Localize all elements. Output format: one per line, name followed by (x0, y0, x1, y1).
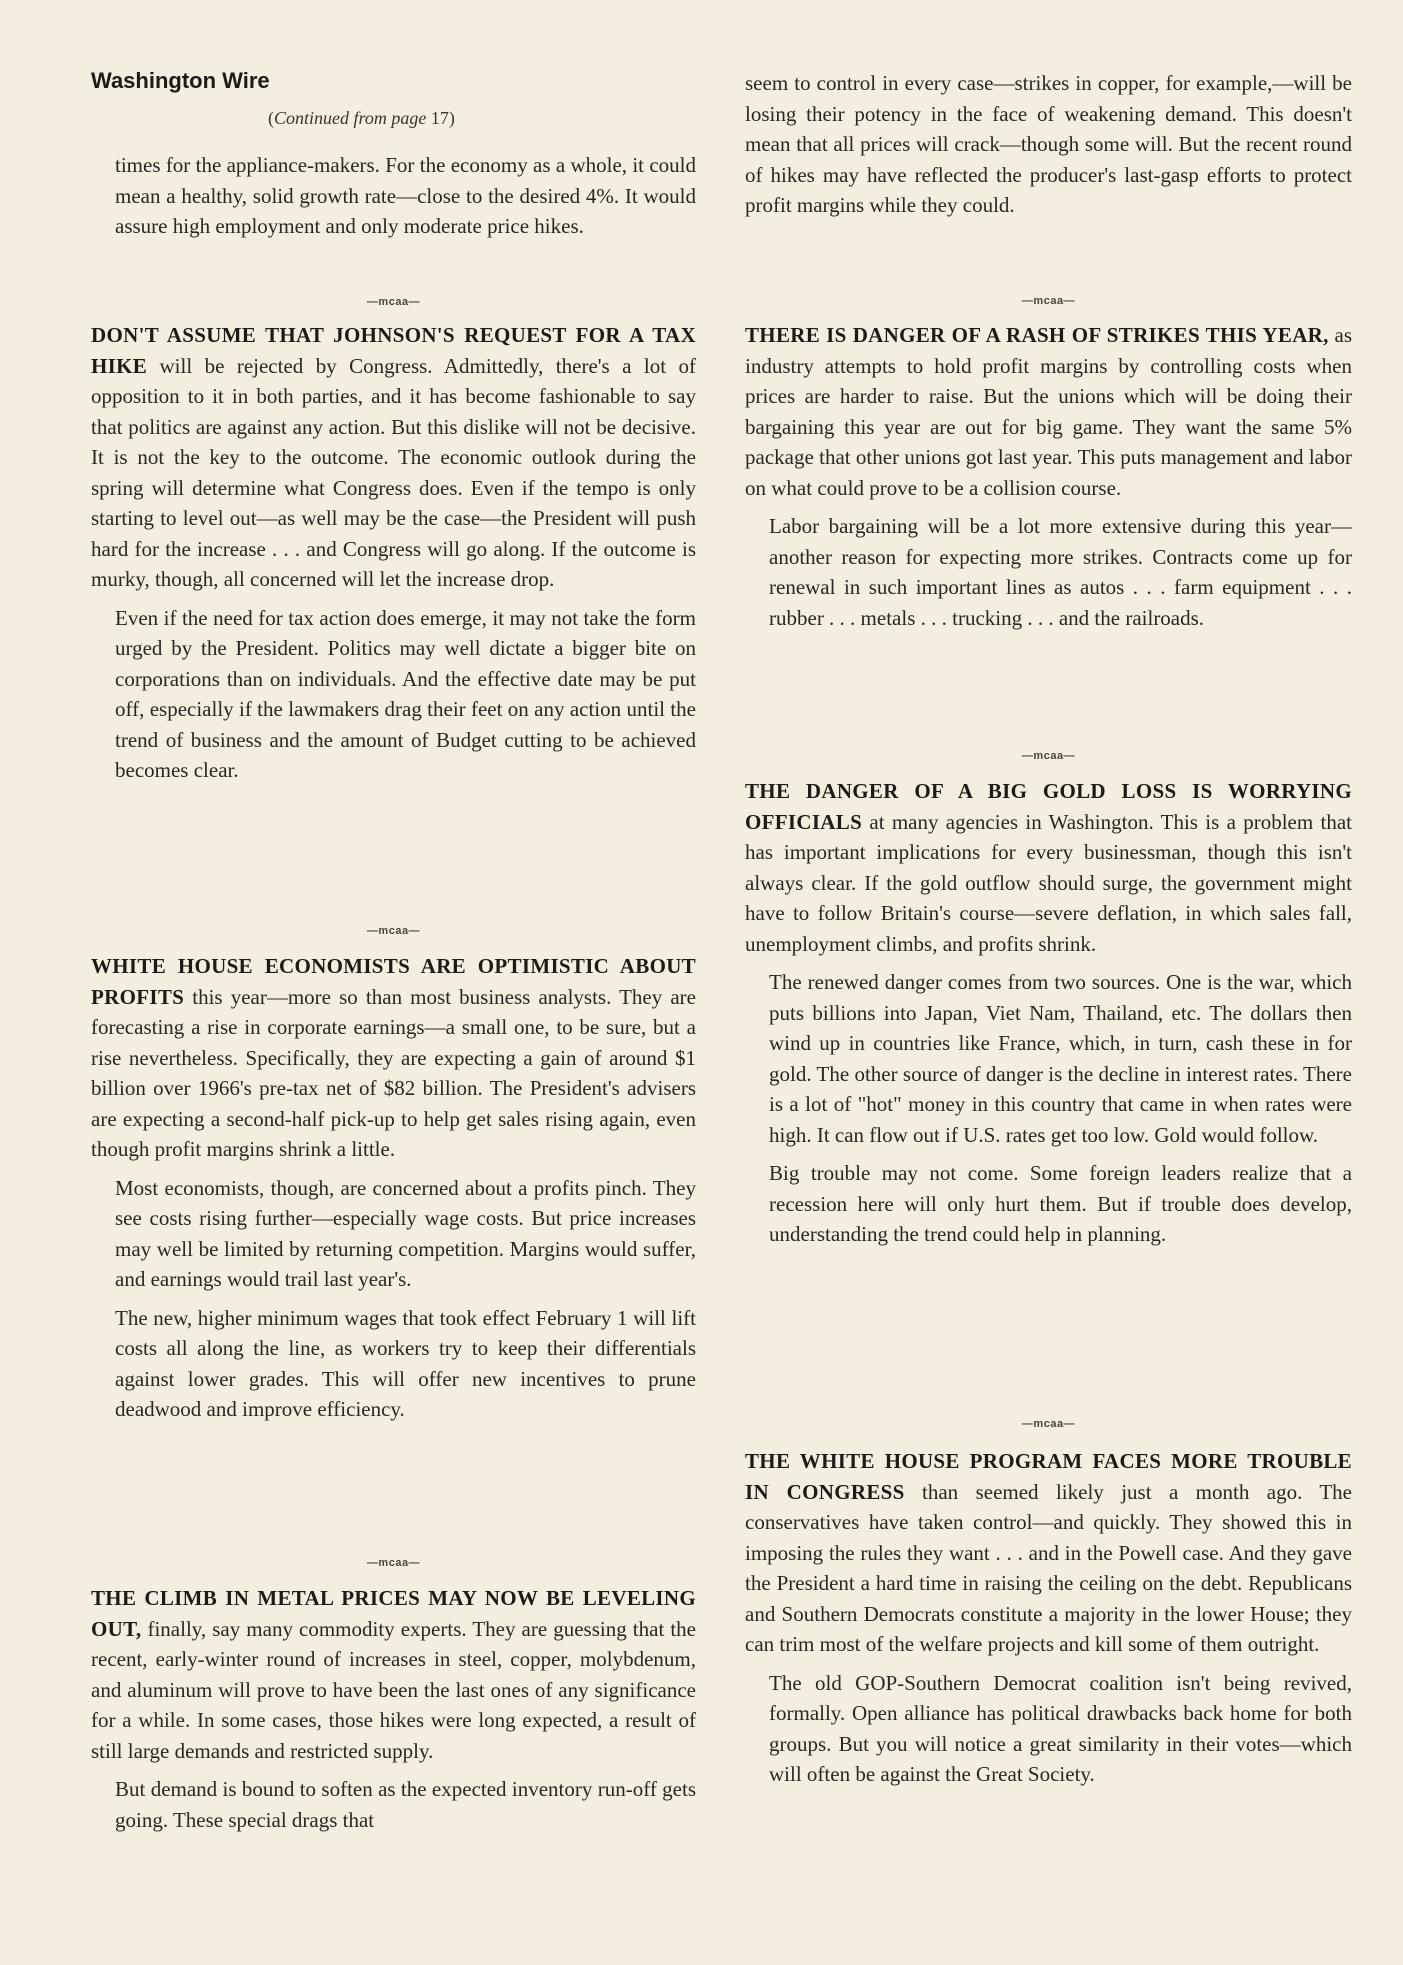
section-paragraph (745, 776, 1352, 959)
section-paragraph (91, 951, 696, 1165)
section-profits (91, 951, 696, 1425)
section-headline: DON'T ASSUME THAT JOHNSON'S REQUEST FOR A TAX HIKE (91, 323, 696, 378)
section-paragraph (91, 1583, 696, 1766)
section-paragraph: Big trouble may not come. Some foreign leaders realize that a recession here will only hurt them. But if trouble does develop, understanding the trend could help in planning. (769, 1161, 1352, 1246)
section-headline: THE CLIMB IN METAL PRICES MAY NOW BE LEVELING OUT, (91, 1586, 696, 1641)
section-gold-loss (745, 776, 1352, 1250)
section-body: will be rejected by Congress. Admittedly, there's a lot of opposition to it in both parties, and it has become fashionable to say that politics are against any action. But this dislike will not be decisive. It is not the key to the outcome. The economic outlook during the spring will determine what Congress does. Even if the tempo is only starting to level out—as well may be the case—the President will push hard for the increase . . . and Congress will go along. If the outcome is murky, though, all concerned will let the increase drop. (91, 353, 696, 591)
section-separator: —mcaa— (1021, 295, 1076, 307)
section-paragraph (91, 320, 696, 595)
continued-page: 17) (430, 108, 455, 128)
left-intro (91, 150, 696, 242)
section-separator: —mcaa— (366, 1557, 421, 1569)
section-strikes (745, 320, 1352, 633)
section-paragraph: The old GOP-Southern Democrat coalition isn't being revived, formally. Open alliance has political drawbacks back home for both groups. But you will notice a great similarity in their votes—which will often be against the Great Society. (769, 1670, 1352, 1786)
section-headline: THERE IS DANGER OF A RASH OF STRIKES THIS YEAR, (745, 323, 1329, 347)
section-paragraph: Labor bargaining will be a lot more extensive during this year—another reason for expecting more strikes. Contracts come up for renewal in such important lines as autos . . . farm equipment . . . rubber . . . metals . . . trucking . . . and the railroads. (769, 514, 1352, 630)
section-separator: —mcaa— (366, 925, 421, 937)
section-body: as industry attempts to hold profit margins by controlling costs when prices are harder to raise. But the unions which will be doing their bargaining this year are out for big game. They want the same 5% package that other unions got last year. This puts management and labor on what could prove to be a collision course. (745, 323, 1353, 500)
section-metal-prices (91, 1583, 696, 1835)
section-paragraph (745, 1446, 1352, 1660)
continued-note (268, 108, 455, 129)
section-paragraph: The new, higher minimum wages that took effect February 1 will lift costs all along the line, as workers try to keep their differentials against lower grades. This will offer new incentives to prune deadwood and improve efficiency. (115, 1305, 696, 1421)
section-separator: —mcaa— (366, 296, 421, 308)
section-body: than seemed likely just a month ago. The conservatives have taken control—and quickly. They showed this in imposing the rules they want . . . and in the Powell case. And they gave the President a hard time in raising the ceiling on the debt. Republicans and Southern Democrats constitute a majority in the lower House; they can trim most of the welfare projects and kill some of them outright. (745, 1479, 1353, 1656)
section-headline: THE WHITE HOUSE PROGRAM FACES MORE TROUBLE IN CONGRESS (745, 1449, 1352, 1504)
section-paragraph: But demand is bound to soften as the expected inventory run-off gets going. These special drags that (115, 1777, 696, 1832)
column-title: Washington Wire (91, 68, 270, 93)
section-separator: —mcaa— (1021, 750, 1076, 762)
intro-paragraph: seem to control in every case—strikes in copper, for example,—will be losing their potency in the face of weakening demand. This doesn't mean that all prices will crack—though some will. But the recent round of hikes may have reflected the producer's last-gasp efforts to protect profit margins while they could. (745, 71, 1352, 217)
intro-paragraph: times for the appliance-makers. For the economy as a whole, it could mean a healthy, solid growth rate—close to the desired 4%. It would assure high employment and only moderate price hikes. (115, 153, 696, 238)
section-body: at many agencies in Washington. This is a problem that has important implications for every businessman, though this isn't always clear. If the gold outflow should surge, the government might have to follow Britain's course—severe deflation, in which sales fall, unemployment climbs, and profits shrink. (745, 809, 1352, 956)
section-headline: THE DANGER OF A BIG GOLD LOSS IS WORRYING OFFICIALS (745, 779, 1352, 834)
right-intro (745, 68, 1352, 221)
continued-open: ( (268, 108, 274, 128)
continued-text: Continued from page (274, 108, 427, 128)
section-paragraph: The renewed danger comes from two sources. One is the war, which puts billions into Japan, Viet Nam, Thailand, etc. The dollars then wind up in countries like France, which, in turn, cash these in for gold. The other source of danger is the decline in interest rates. There is a lot of "hot" money in this country that came in when rates were high. It can flow out if U.S. rates get too low. Gold would follow. (769, 970, 1352, 1147)
section-body: finally, say many commodity experts. They are guessing that the recent, early-winter round of increases in steel, copper, molybdenum, and aluminum will prove to have been the last ones of any significance for a while. In some cases, those hikes were long expected, a result of still large demands and restricted supply. (91, 1616, 696, 1763)
section-tax-hike (91, 320, 696, 786)
section-headline: WHITE HOUSE ECONOMISTS ARE OPTIMISTIC ABOUT PROFITS (91, 954, 696, 1009)
section-separator: —mcaa— (1021, 1418, 1076, 1430)
section-paragraph: Most economists, though, are concerned about a profits pinch. They see costs rising further—especially wage costs. But price increases may well be limited by returning competition. Margins would suffer, and earnings would trail last year's. (115, 1175, 696, 1291)
section-paragraph: Even if the need for tax action does emerge, it may not take the form urged by the President. Politics may well dictate a bigger bite on corporations than on individuals. And the effective date may be put off, especially if the lawmakers drag their feet on any action until the trend of business and the amount of Budget cutting to be achieved becomes clear. (115, 605, 696, 782)
section-paragraph (745, 320, 1352, 503)
section-congress (745, 1446, 1352, 1790)
section-body: this year—more so than most business analysts. They are forecasting a rise in corporate earnings—a small one, to be sure, but a rise nevertheless. Specifically, they are expecting a gain of around $1 billion over 1966's pre-tax net of $82 billion. The President's advisers are expecting a second-half pick-up to help get sales rising again, even though profit margins shrink a little. (91, 984, 696, 1161)
